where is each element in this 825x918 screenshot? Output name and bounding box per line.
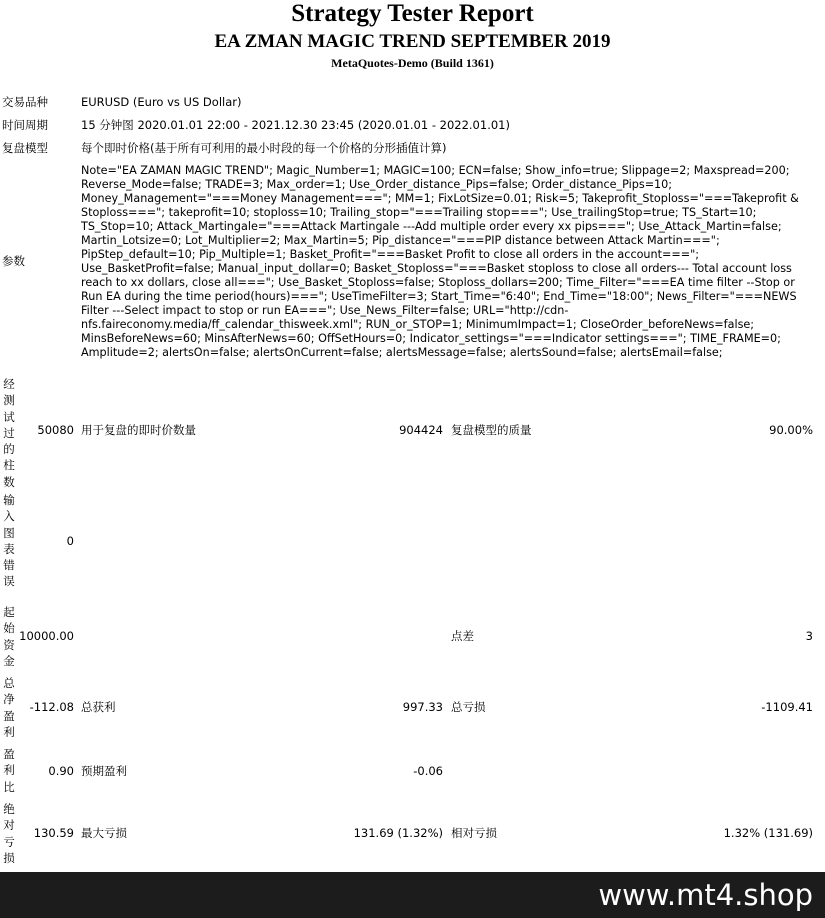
grossloss-label: 总亏损	[451, 700, 486, 714]
payoff-label: 预期盈利	[81, 764, 127, 778]
report-header	[0, 0, 825, 70]
watermark-bar	[0, 872, 825, 918]
period-value: 15 分钟图 2020.01.01 22:00 - 2021.12.30 23:45 (2020.01.01 - 2022.01.01)	[81, 118, 510, 132]
watermark-text: www.mt4.shop	[598, 878, 813, 912]
netprofit-label: 总净盈利	[3, 676, 15, 739]
bars-value: 50080	[37, 423, 74, 437]
errors-value: 0	[66, 534, 74, 548]
symbol-label: 交易品种	[2, 95, 48, 109]
deposit-label: 起始资金	[3, 605, 15, 668]
period-label: 时间周期	[2, 118, 48, 132]
pf-value: 0.90	[48, 764, 74, 778]
report-subtitle: EA ZMAN MAGIC TREND SEPTEMBER 2019	[214, 31, 611, 52]
pf-label: 盈利比	[3, 747, 15, 794]
absdd-value: 130.59	[33, 826, 74, 840]
reldd-value: 1.32% (131.69)	[723, 826, 813, 840]
spread-label: 点差	[451, 629, 474, 643]
netprofit-value: -112.08	[29, 700, 74, 714]
grossloss-value: -1109.41	[761, 700, 813, 714]
symbol-value: EURUSD (Euro vs US Dollar)	[81, 95, 242, 109]
maxdd-value: 131.69 (1.32%)	[353, 826, 443, 840]
report-build: MetaQuotes-Demo (Build 1361)	[331, 56, 494, 70]
params-value: Note="EA ZAMAN MAGIC TREND"; Magic_Number=1; MAGIC=100; ECN=false; Show_info=true; Slippage=2; Maxspread=200; Reverse_Mode=false; TRADE=3; Max_order=1; Use_Order_distance_Pips=false; Order_distance_Pips=10; Money_Management="===Money Management==="; MM=1; FixLotSize=0.01; Risk=5; Takeprofit_Stoploss="===Takeprofit & Stoploss==="; takeprofit=10; stoploss=10; Trailing_stop="===Trailing stop==="; Use_trailingStop=true; TS_Start=10; TS_Stop=10; Attack_Martingale="===Attack Martingale ---Add multiple order every xx pips==="; Use_Attack_Martin=false; Martin_Lotsize=0; Lot_Multiplier=2; Max_Martin=5; Pip_distance="===PIP distance between Attack Martin==="; PipStep_default=10; Pip_Multiple=1; Basket_Profit="===Basket Profit to close all orders in the account==="; Use_BasketProfit=false; Manual_input_dollar=0; Basket_Stoploss="===Basket stoploss to close all orders--- Total account loss reach to xx dollars, close all==="; Use_Basket_Stoploss=false; Stoploss_dollars=200; Time_Filter="===EA time filter --Stop or Run EA during the time period(hours)==="; UseTimeFilter=3; Start_Time="6:40"; End_Time="18:00"; News_Filter="===NEWS Filter ---Select impact to stop or run EA==="; Use_News_Filter=false; URL="http://cdn-nfs.faireconomy.media/ff_calendar_thisweek.xml"; RUN_or_STOP=1; MinimumImpact=1; CloseOrder_beforeNews=false; MinsBeforeNews=60; MinsAfterNews=60; OffSetHours=0; Indicator_settings="===Indicator settings==="; TIME_FRAME=0; Amplitude=2; alertsOn=false; alertsOnCurrent=false; alertsMessage=false; alertsSound=false; alertsEmail=false;	[81, 164, 799, 359]
bars-label: 经测试过的柱数	[3, 377, 15, 489]
grossprofit-label: 总获利	[81, 700, 116, 714]
model-value: 每个即时价格(基于所有可利用的最小时段的每一个价格的分形插值计算)	[81, 141, 447, 155]
grossprofit-value: 997.33	[402, 700, 443, 714]
ticks-label: 用于复盘的即时价数量	[81, 423, 196, 437]
report-title: Strategy Tester Report	[291, 0, 534, 27]
reldd-label: 相对亏损	[451, 826, 497, 840]
payoff-value: -0.06	[413, 764, 443, 778]
errors-label: 输入图表错误	[3, 493, 15, 589]
quality-label: 复盘模型的质量	[451, 423, 532, 437]
deposit-value: 10000.00	[19, 629, 74, 643]
maxdd-label: 最大亏损	[81, 826, 127, 840]
absdd-label: 绝对亏损	[3, 802, 15, 865]
quality-value: 90.00%	[769, 423, 813, 437]
spread-value: 3	[805, 629, 813, 643]
model-label: 复盘模型	[2, 141, 48, 155]
params-label: 参数	[2, 254, 25, 268]
ticks-value: 904424	[399, 423, 443, 437]
